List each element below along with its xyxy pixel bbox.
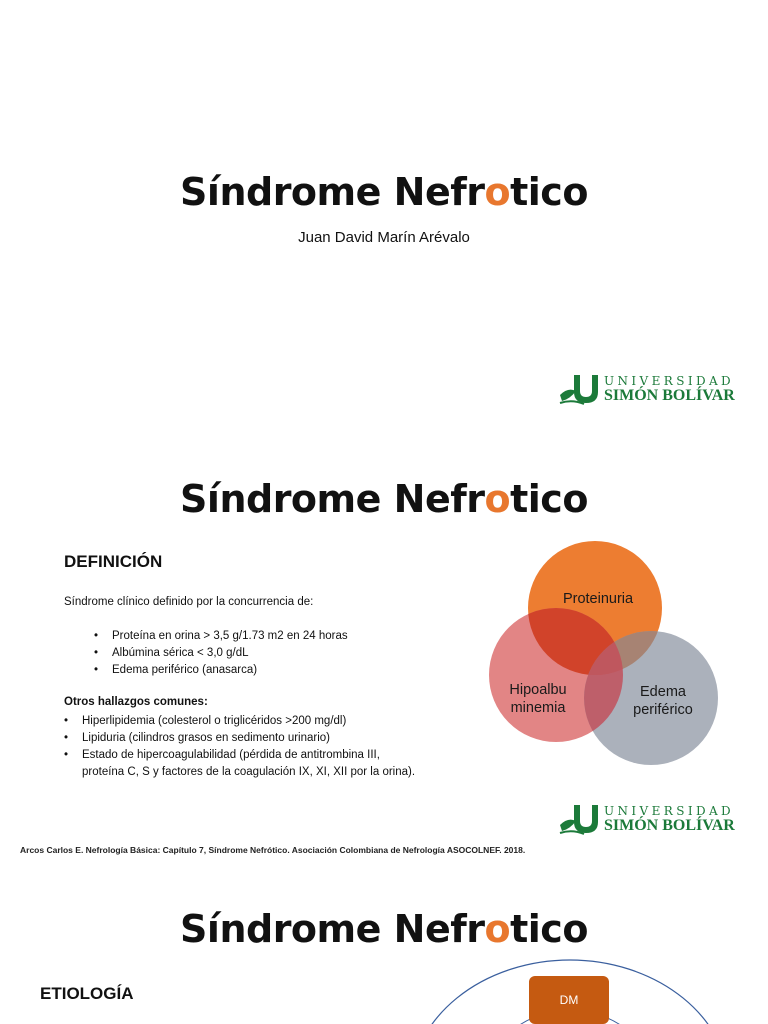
logo-line-1: UNIVERSIDAD bbox=[604, 804, 735, 818]
logo-line-1: UNIVERSIDAD bbox=[604, 374, 735, 388]
other-findings-list bbox=[64, 713, 380, 764]
other-findings-heading: Otros hallazgos comunes: bbox=[64, 696, 208, 708]
slide-title bbox=[0, 477, 768, 521]
title-text-part: Síndrome Nefr bbox=[180, 170, 485, 214]
criteria-list bbox=[94, 628, 348, 679]
etiology-node-dm: DM bbox=[529, 976, 609, 1024]
reference-citation: Arcos Carlos E. Nefrología Básica: Capítulo 7, Síndrome Nefrótico. Asociación Colombiana de Nefrología ASOCOLNEF. 2018. bbox=[20, 845, 526, 855]
definition-slide bbox=[0, 430, 768, 870]
section-heading: DEFINICIÓN bbox=[64, 552, 163, 571]
venn-label-hypoalbuminemia bbox=[488, 681, 588, 717]
university-emblem-icon bbox=[558, 373, 602, 407]
list-item: • Lipiduria (cilindros grasos en sedimento urinario) bbox=[64, 730, 380, 747]
logo-line-2: SIMÓN BOLÍVAR bbox=[604, 387, 735, 404]
university-logo bbox=[558, 803, 743, 839]
etiology-slide bbox=[0, 870, 768, 1024]
university-emblem-icon bbox=[558, 803, 602, 837]
title-accent-letter: o bbox=[484, 907, 511, 951]
venn-label-line: Hipoalbu bbox=[509, 682, 567, 698]
section-heading: ETIOLOGÍA bbox=[40, 984, 134, 1003]
venn-label-line: periférico bbox=[633, 702, 693, 718]
definition-intro: Síndrome clínico definido por la concurrencia de: bbox=[64, 596, 314, 608]
venn-label-line: minemia bbox=[510, 700, 566, 716]
title-text-part: tico bbox=[510, 170, 588, 214]
list-item: • Edema periférico (anasarca) bbox=[94, 662, 348, 679]
title-text-part: tico bbox=[510, 907, 588, 951]
list-item: • Albúmina sérica < 3,0 g/dL bbox=[94, 645, 348, 662]
list-item: • Hiperlipidemia (colesterol o triglicéridos >200 mg/dl) bbox=[64, 713, 380, 730]
title-text-part: Síndrome Nefr bbox=[180, 907, 485, 951]
list-item: • Estado de hipercoagulabilidad (pérdida de antitrombina III, bbox=[64, 747, 380, 764]
venn-label-proteinuria: Proteinuria bbox=[562, 591, 634, 607]
title-text-part: Síndrome Nefr bbox=[180, 477, 485, 521]
title-accent-letter: o bbox=[484, 477, 511, 521]
title-slide bbox=[0, 0, 768, 430]
etiology-diagram-circle bbox=[0, 870, 768, 1024]
venn-label-line: Edema bbox=[640, 684, 686, 700]
venn-diagram bbox=[480, 540, 730, 790]
author-name: Juan David Marín Arévalo bbox=[298, 229, 470, 246]
venn-label-edema bbox=[613, 683, 713, 719]
slide-title bbox=[0, 170, 768, 214]
title-text-part: tico bbox=[510, 477, 588, 521]
venn-circles bbox=[480, 540, 730, 790]
logo-line-2: SIMÓN BOLÍVAR bbox=[604, 817, 735, 834]
university-logo bbox=[558, 373, 743, 409]
list-item-continuation: proteína C, S y factores de la coagulación IX, XI, XII por la orina). bbox=[82, 766, 416, 778]
title-accent-letter: o bbox=[484, 170, 511, 214]
list-item: • Proteína en orina > 3,5 g/1.73 m2 en 24 horas bbox=[94, 628, 348, 645]
